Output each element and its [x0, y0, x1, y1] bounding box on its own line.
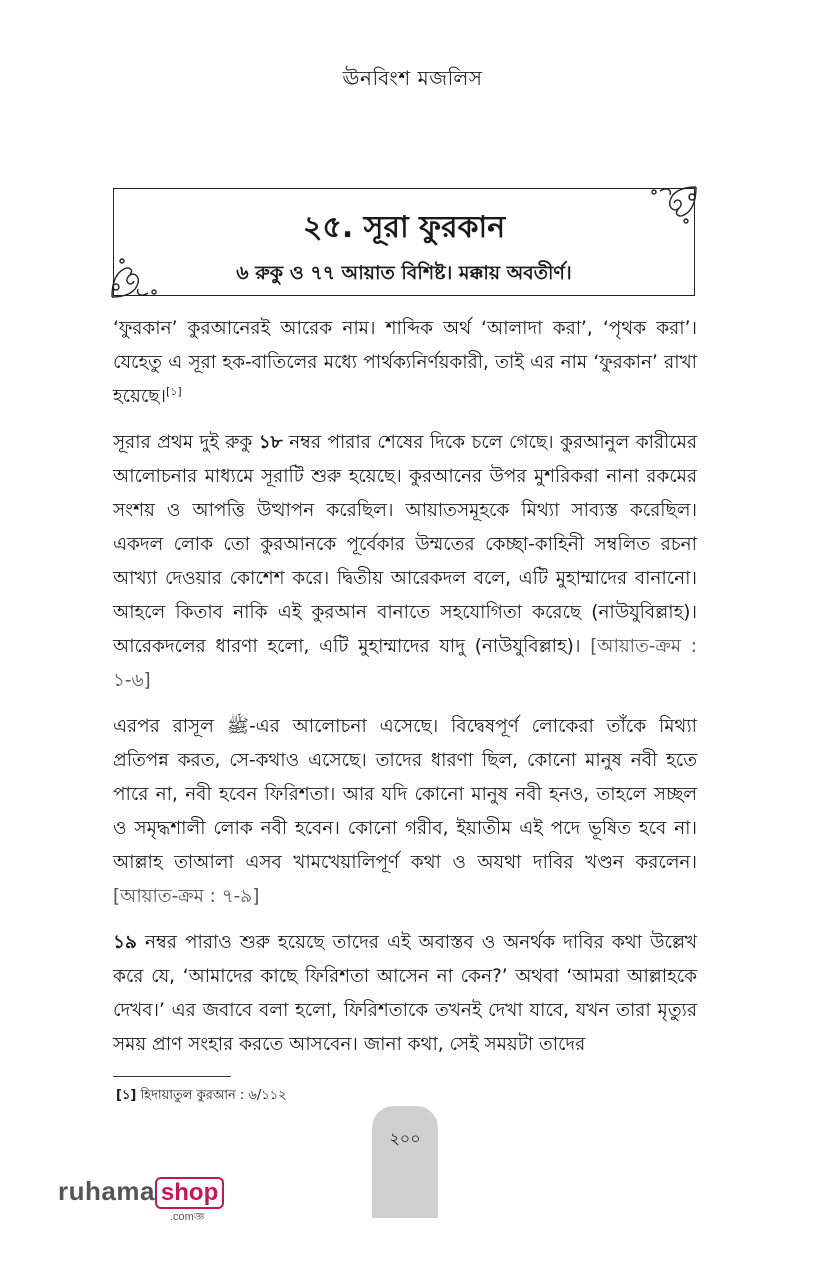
logo-word: ruhama — [58, 1176, 155, 1206]
ayah-reference: [আয়াত-ক্রম : ১-৬] — [113, 636, 697, 691]
footnote-divider — [113, 1076, 231, 1077]
logo-shop-badge: shop — [155, 1177, 224, 1209]
paragraph-3 — [113, 710, 697, 914]
chapter-title-box — [113, 188, 695, 296]
footnote-text: হিদায়াতুল কুরআন : ৬/১১২ — [136, 1088, 287, 1103]
juz-number: ১৯ — [113, 932, 137, 953]
running-title: ঊনবিংশ মজলিস — [342, 66, 483, 90]
paragraph-4-text: নম্বর পারাও শুরু হয়েছে তাদের এই অবাস্তব ও অনর্থক দাবির কথা উল্লেখ করে যে, ‘আমাদের কাছে ফিরিশতা আসেন না কেন?’ অথবা ‘আমরা আল্লাহকে দেখব।’ এর জবাবে বলা হলো, ফিরিশতাকে তখনই দেখা যাবে, যখন তারা মৃত্যুর সময় প্রাণ সংহার করতে আসবেন। জানা কথা, সেই সময়টা তাদের — [113, 932, 697, 1055]
paragraph-1-text: ‘ফুরকান’ কুরআনেরই আরেক নাম। শাব্দিক অর্থ ‘আলাদা করা’, ‘পৃথক করা’। যেহেতু এ সূরা হক-বাতিলের মধ্যে পার্থক্যনির্ণয়কারী, তাই এর নাম ‘ফুরকান’ রাখা হয়েছে। — [113, 318, 697, 407]
shop-logo[interactable] — [58, 1176, 224, 1223]
chapter-title: ২৫. সূরা ফুরকান — [302, 210, 506, 245]
paragraph-2-lead: সূরার প্রথম দুই রুকু — [113, 432, 259, 453]
ayah-reference: [আয়াত-ক্রম : ৭-৯] — [113, 886, 260, 907]
paragraph-2 — [113, 426, 697, 698]
page-number: ২০০ — [389, 1129, 421, 1148]
paragraph-3-text: এরপর রাসূল ﷺ-এর আলোচনা এসেছে। বিদ্বেষপূর্ণ লোকেরা তাঁকে মিথ্যা প্রতিপন্ন করত, সে-কথাও এসেছে। তাদের ধারণা ছিল, কোনো মানুষ নবী হতে পারে না, নবী হবেন ফিরিশতা। আর যদি কোনো মানুষ নবী হনও, তাহলে সচ্ছল ও সমৃদ্ধশালী লোক নবী হবেন। কোনো গরীব, ইয়াতীম এই পদে ভূষিত হবে না। আল্লাহ তাআলা এসব খামখেয়ালিপূর্ণ কথা ও অযথা দাবির খণ্ডন করলেন। — [113, 716, 697, 873]
logo-domain: .comজ্ঞ — [170, 1211, 205, 1223]
footnote — [116, 1086, 287, 1107]
footnote-marker[interactable]: [১] — [166, 384, 182, 398]
paragraph-1 — [113, 312, 697, 414]
body-text — [113, 312, 697, 1074]
footnote-number: [১] — [116, 1088, 137, 1103]
paragraph-4 — [113, 926, 697, 1062]
paragraph-2-text: নম্বর পারার শেষের দিকে চলে গেছে। কুরআনুল কারীমের আলোচনার মাধ্যমে সূরাটি শুরু হয়েছে। কুরআনের উপর মুশরিকরা নানা রকমের সংশয় ও আপত্তি উত্থাপন করেছিল। আয়াতসমূহকে মিথ্যা সাব্যস্ত করেছিল। একদল লোক তো কুরআনকে পূর্বেকার উম্মতের কেচ্ছা-কাহিনী সম্বলিত রচনা আখ্যা দেওয়ার কোশেশ করে। দ্বিতীয় আরেকদল বলে, এটি মুহাম্মাদের বানানো। আহলে কিতাব নাকি এই কুরআন বানাতে সহযোগিতা করেছে (নাউযুবিল্লাহ)। আরেকদলের ধারণা হলো, এটি মুহাম্মাদের যাদু (নাউযুবিল্লাহ)। — [113, 432, 698, 657]
chapter-subtitle: ৬ রুকু ও ৭৭ আয়াত বিশিষ্ট। মক্কায় অবতীর্ণ। — [236, 262, 572, 284]
juz-number: ১৮ — [258, 432, 283, 453]
page-number-tab — [372, 1106, 438, 1218]
